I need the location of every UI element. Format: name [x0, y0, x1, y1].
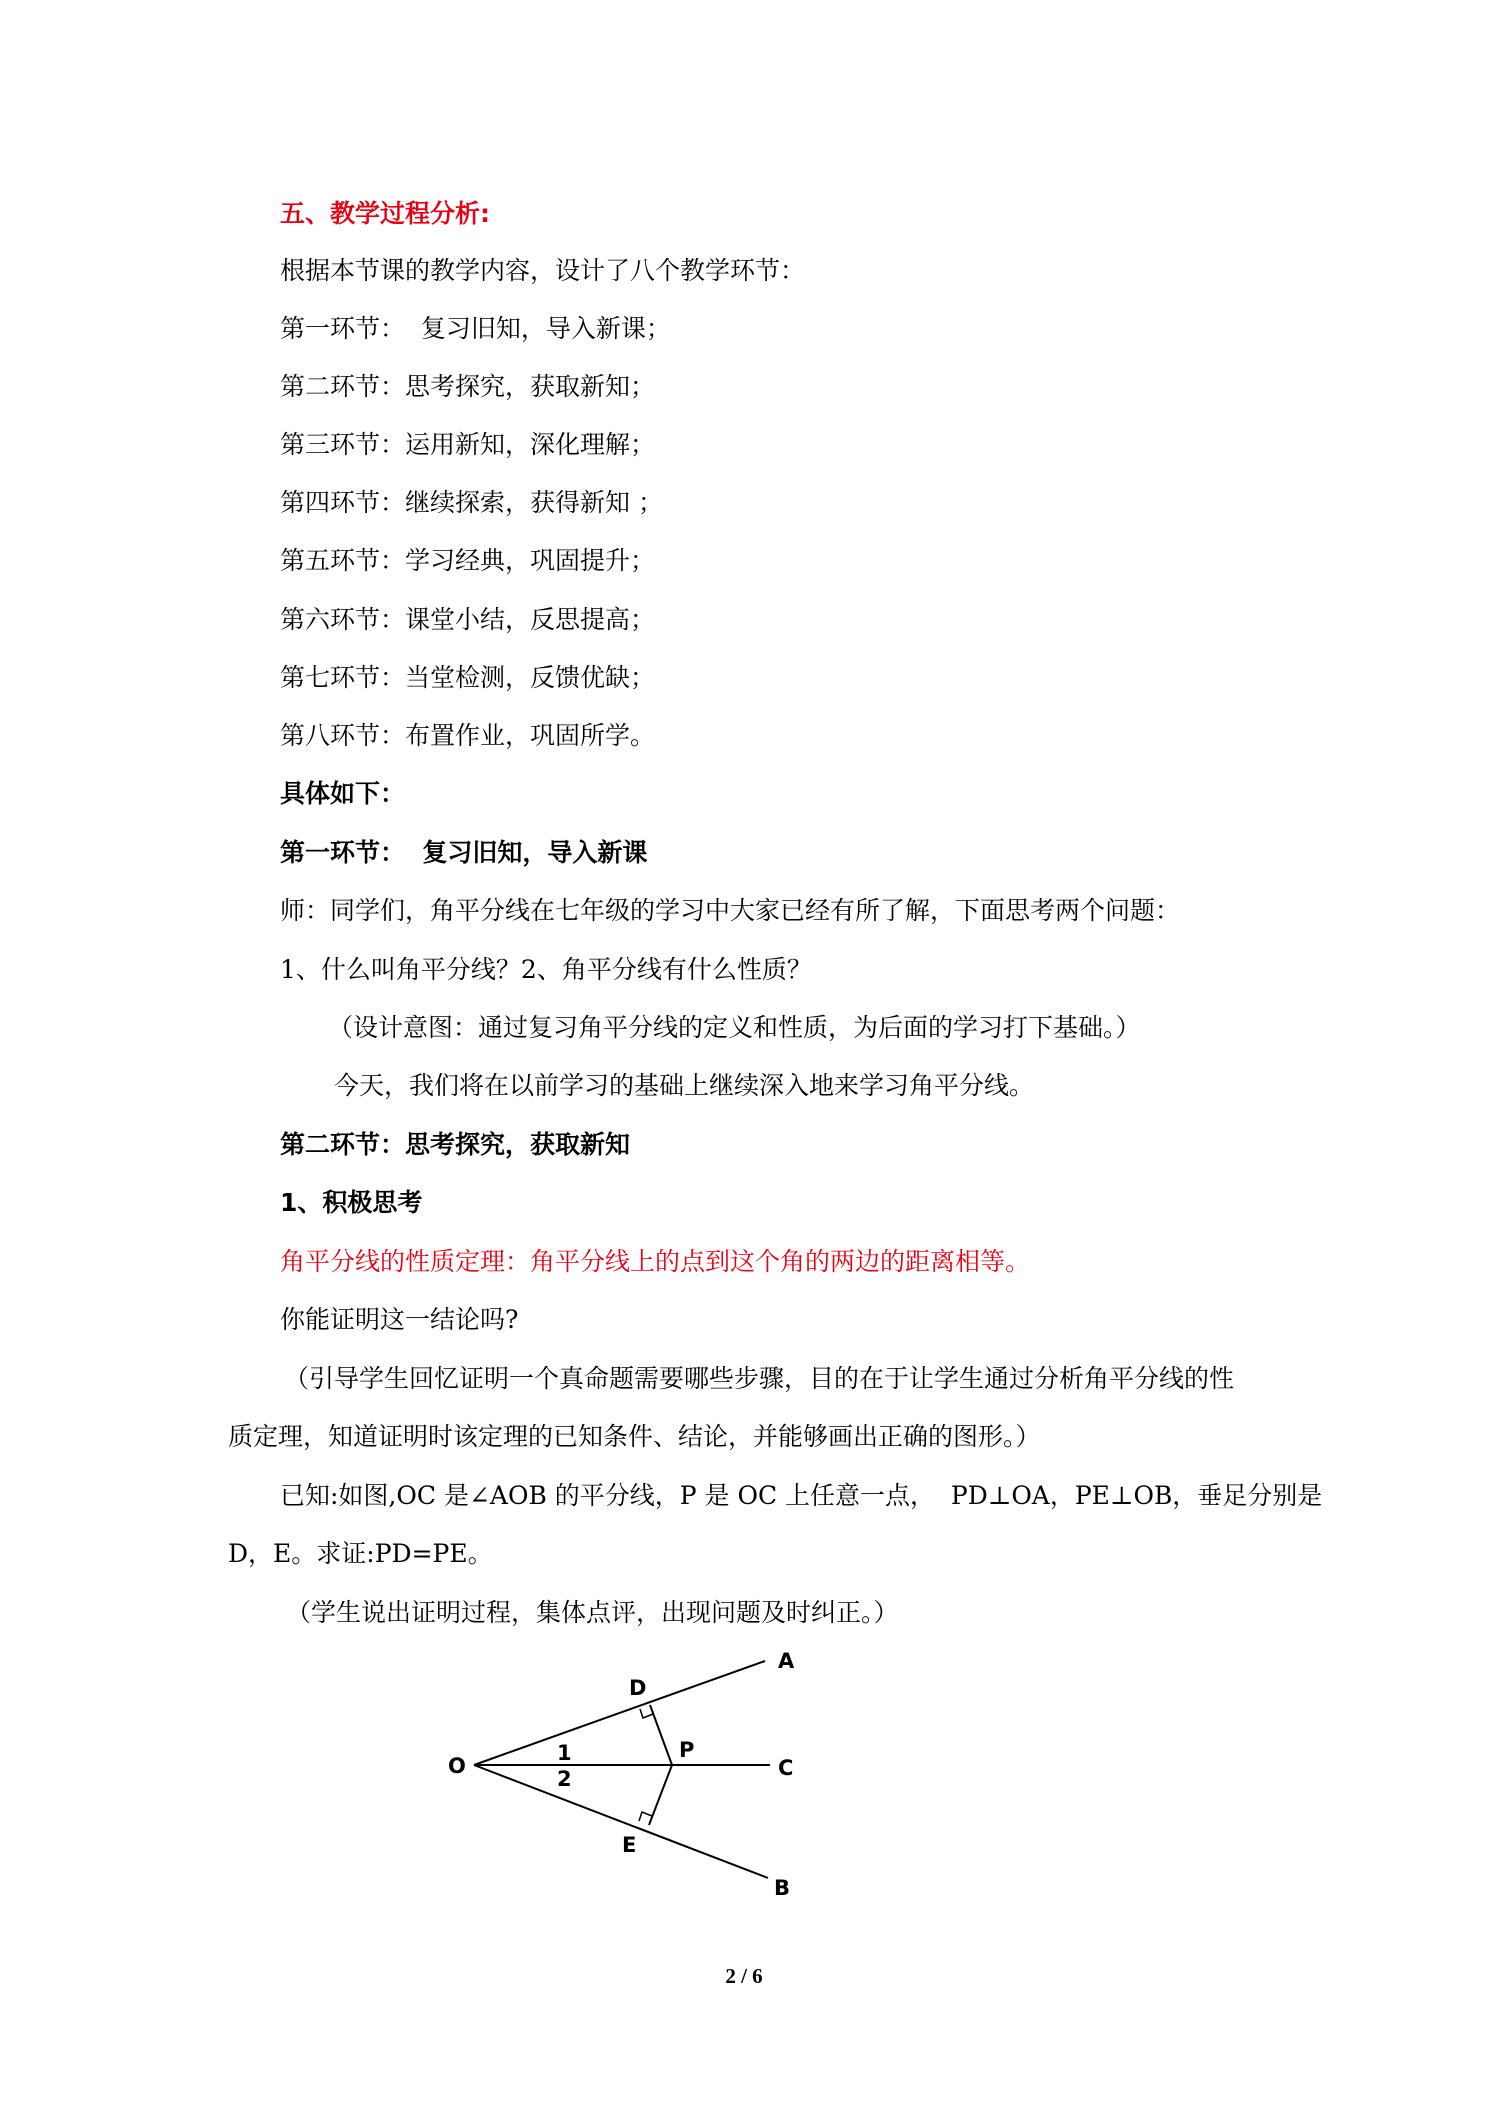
label-d: D — [629, 1676, 647, 1700]
students-line: （学生说出证明过程，集体点评，出现问题及时纠正。） — [286, 1598, 899, 1627]
label-c: C — [778, 1756, 794, 1780]
step1-heading: 第一环节： 复习旧知，导入新课 — [280, 838, 648, 867]
step-list-item: 第七环节：当堂检测，反馈优缺； — [280, 663, 656, 692]
step-list-item: 第三环节：运用新知，深化理解； — [280, 430, 656, 459]
step-list-item: 第六环节：课堂小结，反思提高； — [280, 605, 656, 634]
step-list-item: 第五环节：学习经典，巩固提升； — [280, 546, 656, 575]
intro-paragraph: 根据本节课的教学内容，设计了八个教学环节： — [280, 256, 806, 285]
step-list-item: 第一环节： 复习旧知，导入新课； — [280, 314, 671, 343]
segment-pd — [650, 1705, 672, 1765]
segment-pe — [649, 1765, 672, 1825]
label-angle-2: 2 — [557, 1767, 572, 1791]
today-line: 今天，我们将在以前学习的基础上继续深入地来学习角平分线。 — [334, 1071, 1035, 1100]
subheading-think: 1、积极思考 — [280, 1188, 423, 1217]
label-o: O — [448, 1754, 466, 1778]
guide-paragraph-line2: 质定理，知道证明时该定理的已知条件、结论，并能够画出正确的图形。） — [228, 1422, 1041, 1451]
section-title: 五、教学过程分析: — [280, 199, 490, 228]
teacher-line: 师：同学们，角平分线在七年级的学习中大家已经有所了解，下面思考两个问题： — [280, 896, 1181, 925]
questions-line: 1、什么叫角平分线？2、角平分线有什么性质？ — [280, 955, 812, 984]
page-number: 2 / 6 — [725, 1964, 763, 1988]
step-list-item: 第四环节：继续探索，获得新知 ； — [280, 488, 663, 517]
label-angle-1: 1 — [557, 1741, 572, 1765]
given-line2: D，E。求证:PD=PE。 — [228, 1539, 493, 1568]
theorem-statement: 角平分线的性质定理：角平分线上的点到这个角的两边的距离相等。 — [280, 1247, 1031, 1276]
step-list-item: 第二环节：思考探究，获取新知； — [280, 372, 656, 401]
ray-ob — [474, 1765, 768, 1878]
step2-heading: 第二环节：思考探究，获取新知 — [280, 1130, 631, 1159]
label-p: P — [679, 1738, 695, 1762]
details-heading: 具体如下： — [280, 779, 406, 808]
angle-bisector-figure — [440, 1650, 860, 1910]
design-intent: （设计意图：通过复习角平分线的定义和性质，为后面的学习打下基础。） — [328, 1013, 1141, 1042]
label-b: B — [774, 1876, 791, 1900]
step-list-item: 第八环节：布置作业，巩固所学。 — [280, 721, 656, 750]
prove-question: 你能证明这一结论吗? — [280, 1305, 519, 1334]
label-a: A — [778, 1650, 795, 1673]
given-line1: 已知:如图,OC 是∠AOB 的平分线，P 是 OC 上任意一点， PD⊥OA，PE⊥OB，垂足分别是 — [280, 1481, 1323, 1510]
label-e: E — [622, 1833, 637, 1857]
guide-paragraph-line1: （引导学生回忆证明一个真命题需要哪些步骤，目的在于让学生通过分析角平分线的性 — [284, 1364, 1235, 1393]
ray-oa — [474, 1661, 765, 1765]
